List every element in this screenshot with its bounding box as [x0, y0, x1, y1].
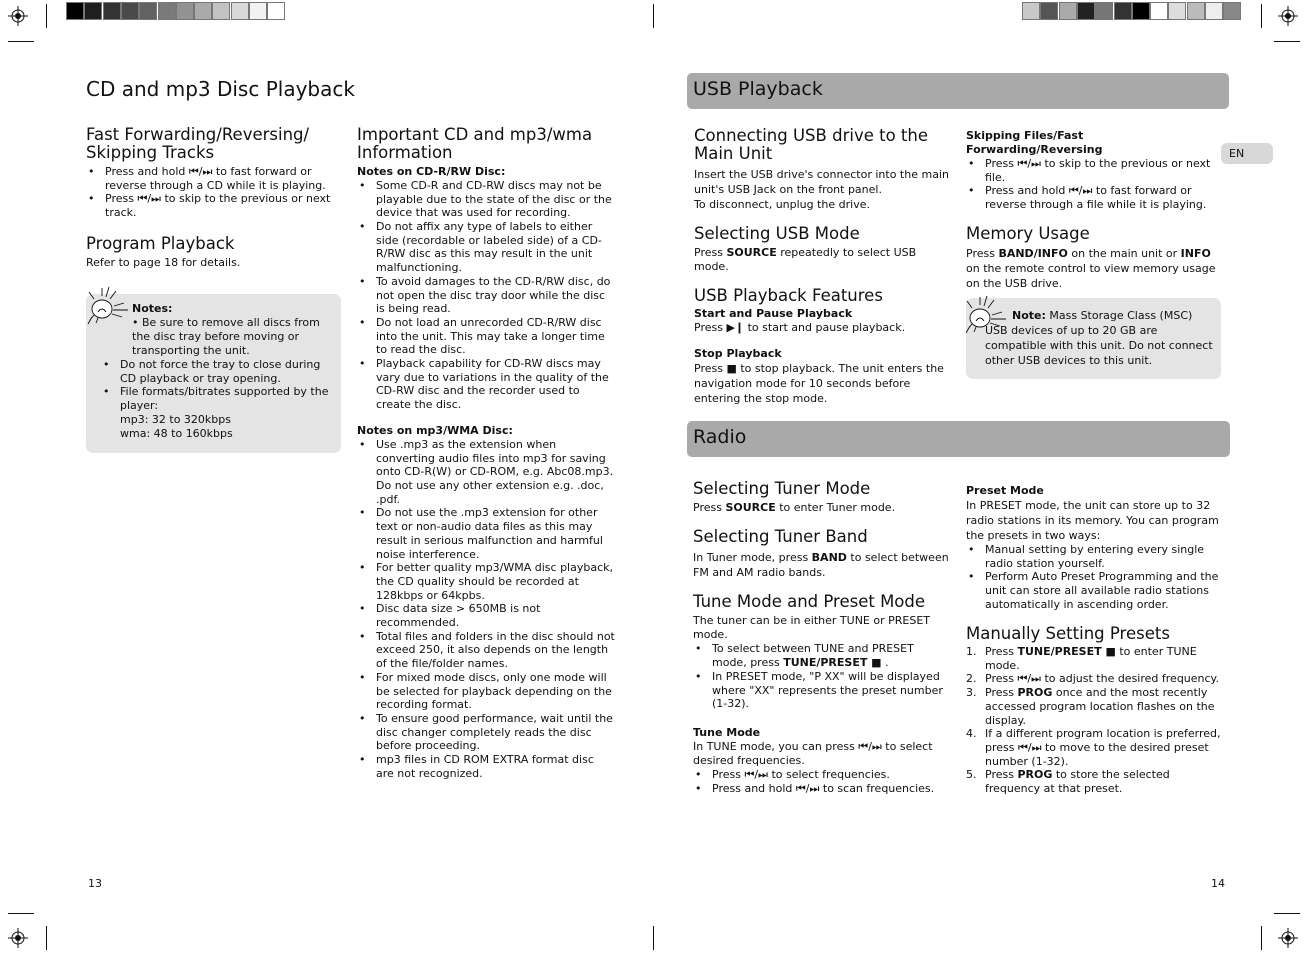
step-number: 1.: [966, 644, 977, 658]
preset-mode-text: In PRESET mode, the unit can store up to 32 radio stations in its memory. You can program the presets in two ways:: [966, 499, 1219, 542]
notes-bitrates: [101, 413, 331, 441]
list-item: • For better quality mp3/WMA disc playback, the CD quality should be recorded at 128kbps or 64kpbs.: [357, 561, 615, 602]
list-item: • In PRESET mode, "P XX" will be displayed where "XX" represents the preset number (1-32).: [693, 670, 949, 711]
notes-first-text: • Be sure to remove all discs from the disc tray before moving or transporting the unit.: [132, 316, 320, 357]
usb-right-column: [966, 129, 1220, 291]
color-swatch: [66, 2, 84, 20]
step-number: 5.: [966, 768, 977, 782]
notes-list: [101, 358, 331, 413]
color-swatch: [1187, 2, 1205, 20]
list-item: • Do not load an unrecorded CD-R/RW disc into the unit. This may take a longer time to read the disc.: [357, 316, 615, 357]
select-usb-heading: Selecting USB Mode: [694, 223, 860, 243]
manual-step: 2. Press ⏮/⏭ to adjust the desired frequency.: [966, 672, 1219, 686]
ff-section: [86, 126, 336, 220]
tune-mode-list: [693, 768, 949, 795]
select-usb-text: Press SOURCE repeatedly to select USB mode.: [694, 246, 917, 274]
skip-list: [966, 157, 1220, 212]
color-swatch: [1168, 2, 1186, 20]
mp3-list: [357, 438, 615, 781]
registration-mark-icon: [1278, 6, 1298, 26]
color-swatch: [1077, 2, 1095, 20]
color-swatch: [1095, 2, 1113, 20]
mp3-subheading: Notes on mp3/WMA Disc:: [357, 423, 513, 437]
color-swatch: [1223, 2, 1241, 20]
tuner-mode-heading: Selecting Tuner Mode: [693, 479, 871, 498]
color-swatch: [1059, 2, 1077, 20]
list-item: • Press and hold ⏮/⏭ to fast forward or reverse through a file while it is playing.: [966, 184, 1220, 211]
list-item: • Press ⏮/⏭ to skip to the previous or next track.: [86, 192, 336, 219]
cdrw-list: [357, 179, 615, 412]
manual-step: 1. Press TUNE/PRESET ■ to enter TUNE mode.: [966, 644, 1197, 672]
color-swatch: [139, 2, 157, 20]
list-item: • Playback capability for CD-RW discs may vary due to variations in the quality of the CD-RW disc and the recorder used to create the disc.: [357, 357, 615, 412]
radio-section-title: Radio: [693, 426, 747, 448]
notes-first-item: [132, 316, 331, 358]
color-swatch: [158, 2, 176, 20]
list-item: • Press and hold ⏮/⏭ to fast forward or reverse through a CD while it is playing.: [86, 165, 336, 192]
page-title: CD and mp3 Disc Playback: [86, 77, 355, 101]
list-item: • Press ⏮/⏭ to select frequencies.: [693, 768, 949, 782]
radio-right-column: [966, 484, 1222, 796]
color-swatch: [1132, 2, 1150, 20]
start-pause-subheading: Start and Pause Playback: [694, 306, 853, 320]
program-text: Refer to page 18 for details.: [86, 256, 241, 270]
usb-left-column: [694, 127, 949, 406]
color-swatch: [1114, 2, 1132, 20]
usb-section-title: USB Playback: [693, 78, 823, 100]
connect-heading: Connecting USB drive to the Main Unit: [694, 126, 928, 164]
tuner-band-heading: Selecting Tuner Band: [693, 527, 868, 547]
list-item: • Do not use the .mp3 extension for other text or non-audio data files as this may result in serious malfunction and harmful noise interference.: [357, 506, 615, 561]
step-number: 4.: [966, 727, 977, 741]
color-swatch: [176, 2, 194, 20]
preset-mode-subheading: Preset Mode: [966, 484, 1044, 497]
language-tab-label: EN: [1229, 147, 1245, 160]
cdrw-subheading: Notes on CD-R/RW Disc:: [357, 164, 506, 178]
tune-preset-list: [693, 642, 949, 711]
stop-text: Press ■ to stop playback. The unit enters the navigation mode for 10 seconds before entering the stop mode.: [694, 361, 944, 405]
list-item: • Do not force the tray to close during CD playback or tray opening.: [101, 358, 331, 385]
list-item: • For mixed mode discs, only one mode will be selected for playback depending on the recording format.: [357, 671, 615, 712]
list-item: • Press ⏮/⏭ to skip to the previous or next file.: [966, 157, 1220, 184]
radio-section-banner: [687, 421, 1230, 457]
list-item: • Manual setting by entering every single radio station yourself.: [966, 543, 1222, 570]
usb-section-banner: [687, 73, 1229, 109]
color-swatch: [1022, 2, 1040, 20]
bitrate-line: wma: 48 to 160kbps: [120, 426, 233, 440]
start-pause-text: Press ▶❙ to start and pause playback.: [694, 320, 906, 334]
color-swatch: [212, 2, 230, 20]
tune-mode-subheading: Tune Mode: [693, 725, 761, 739]
manual-step: 3. Press PROG once and the most recently accessed program location flashes on the display.: [966, 686, 1215, 727]
list-item: • Disc data size > 650MB is not recommended.: [357, 602, 615, 629]
disconnect-text: To disconnect, unplug the drive.: [694, 197, 871, 211]
bitrate-line: mp3: 32 to 320kbps: [120, 412, 231, 426]
list-item: • Some CD-R and CD-RW discs may not be playable due to the state of the disc or the device that was used for recording.: [357, 179, 615, 220]
color-swatch: [249, 2, 267, 20]
manual-steps-list: [966, 645, 1222, 796]
list-item: • Do not affix any type of labels to either side (recordable or labeled side) of a CD-R/RW disc as this may result in the unit malfunctioning.: [357, 220, 615, 275]
list-item: • Use .mp3 as the extension when converting audio files into mp3 for saving onto CD-R(W) or CD-ROM, e.g. Abc08.mp3. Do not use any other extension e.g. .doc, .pdf.: [357, 438, 615, 507]
color-swatch: [84, 2, 102, 20]
step-number: 2.: [966, 672, 977, 686]
list-item: • Press and hold ⏮/⏭ to scan frequencies.: [693, 782, 949, 796]
radio-left-column: [693, 480, 949, 795]
registration-mark-icon: [1278, 928, 1298, 948]
notes-content: [101, 302, 331, 441]
manual-heading: Manually Setting Presets: [966, 623, 1170, 643]
list-item: • File formats/bitrates supported by the player:: [101, 385, 331, 412]
usb-note-text: Note: Mass Storage Class (MSC) USB devices of up to 20 GB are compatible with this unit. Do not connect other USB devices to this unit.: [985, 309, 1213, 367]
program-section: [86, 235, 336, 270]
skip-subheading: Skipping Files/Fast Forwarding/Reversing: [966, 129, 1103, 156]
list-item: • Total files and folders in the disc should not exceed 250, it also depends on the length of the file/folder names.: [357, 630, 615, 671]
ff-heading: Fast Forwarding/Reversing/ Skipping Tracks: [86, 125, 310, 163]
color-swatch: [267, 2, 285, 20]
step-number: 3.: [966, 686, 977, 700]
memory-text: Press BAND/INFO on the main unit or INFO on the remote control to view memory usage on the USB drive.: [966, 247, 1216, 291]
memory-heading: Memory Usage: [966, 223, 1090, 243]
tune-preset-text: The tuner can be in either TUNE or PRESET mode.: [693, 614, 930, 642]
list-item: • To select between TUNE and PRESET mode, press TUNE/PRESET ■ .: [693, 642, 949, 669]
page-number-right: 14: [1211, 877, 1225, 890]
program-heading: Program Playback: [86, 234, 235, 253]
list-item: • To avoid damages to the CD-R/RW disc, do not open the disc tray door while the disc is being read.: [357, 275, 615, 316]
features-heading: USB Playback Features: [694, 286, 883, 306]
manual-step: 4. If a different program location is preferred, press ⏮/⏭ to move to the desired preset number (1-32).: [966, 727, 1221, 768]
important-heading: Important CD and mp3/wma Information: [357, 125, 593, 163]
list-item: • Perform Auto Preset Programming and the unit can store all available radio stations automatically in ascending order.: [966, 570, 1222, 611]
color-swatch: [231, 2, 249, 20]
list-item: • mp3 files in CD ROM EXTRA format disc are not recognized.: [357, 753, 615, 780]
color-swatch: [103, 2, 121, 20]
tuner-band-text: In Tuner mode, press BAND to select between FM and AM radio bands.: [693, 550, 949, 579]
tune-mode-text: In TUNE mode, you can press ⏮/⏭ to select desired frequencies.: [693, 739, 933, 767]
color-swatch: [1205, 2, 1223, 20]
notes-title: Notes:: [132, 302, 173, 315]
preset-mode-list: [966, 543, 1222, 612]
color-swatch: [1040, 2, 1058, 20]
color-swatch: [194, 2, 212, 20]
color-swatch: [121, 2, 139, 20]
list-item: • To ensure good performance, wait until the disc changer completely reads the disc before proceeding.: [357, 712, 615, 753]
registration-mark-icon: [8, 6, 28, 26]
stop-subheading: Stop Playback: [694, 346, 782, 360]
language-tab: [1221, 143, 1273, 164]
registration-mark-icon: [8, 928, 28, 948]
tune-preset-heading: Tune Mode and Preset Mode: [693, 591, 926, 611]
tuner-mode-text: Press SOURCE to enter Tuner mode.: [693, 501, 896, 515]
manual-step: 5. Press PROG to store the selected frequency at that preset.: [966, 768, 1170, 796]
important-section: [357, 126, 615, 780]
page-number-left: 13: [88, 877, 102, 890]
ff-list: [86, 165, 336, 220]
connect-text: Insert the USB drive's connector into the main unit's USB Jack on the front panel.: [694, 167, 949, 196]
color-swatch: [1150, 2, 1168, 20]
